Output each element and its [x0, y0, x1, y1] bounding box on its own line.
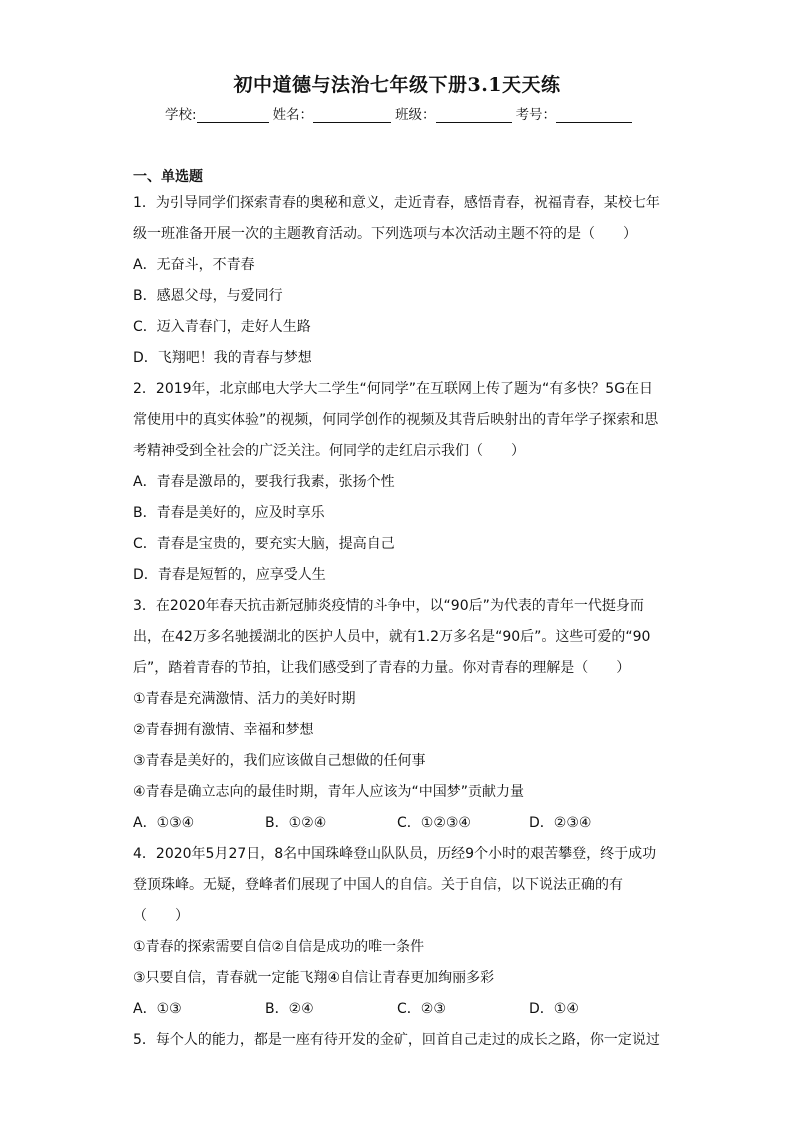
question-text-line: 2．2019年，北京邮电大学大二学生“何同学”在互联网上传了题为“有多快？5G在日 — [133, 381, 654, 397]
page-title: 初中道德与法治七年级下册3.1天天练 — [233, 74, 561, 96]
exam-number-label: 考号： — [515, 107, 557, 123]
question-text-line: 考精神受到全社会的广泛关注。何同学的走红启示我们（ ） — [133, 443, 525, 459]
question-text-line: 5．每个人的能力，都是一座有待开发的金矿，回首自己走过的成长之路，你一定说过 — [133, 1032, 660, 1048]
option-c[interactable]: C．②③ — [397, 1001, 446, 1017]
question-3 — [133, 591, 661, 839]
school-field — [165, 103, 273, 123]
question-text-line: 4．2020年5月27日，8名中国珠峰登山队队员，历经9个小时的艰苦攀登，终于成功 — [133, 846, 657, 862]
question-text-line: 1．为引导同学们探索青春的奥秘和意义，走近青春，感悟青春，祝福青春，某校七年 — [133, 195, 660, 211]
question-list — [133, 188, 661, 1056]
question-4 — [133, 839, 661, 1025]
statement-3: ③青春是美好的，我们应该做自己想做的任何事 — [133, 753, 426, 769]
question-text-line: 出，在42万多名驰援湖北的医护人员中，就有1.2万多名是“90后”。这些可爱的“90 — [133, 629, 651, 645]
statement-1: ①青春是充满激情、活力的美好时期 — [133, 691, 356, 707]
option-c[interactable]: C．青春是宝贵的，要充实大脑，提高自己 — [133, 536, 395, 552]
section-heading: 一、单选题 — [133, 169, 203, 185]
option-d[interactable]: D．②③④ — [529, 815, 592, 831]
question-2 — [133, 374, 661, 591]
option-a[interactable]: A．无奋斗，不青春 — [133, 257, 255, 273]
student-info-row — [165, 103, 645, 123]
option-b[interactable]: B．感恩父母，与爱同行 — [133, 288, 283, 304]
name-field — [273, 103, 396, 123]
question-text-line: （ ） — [133, 908, 189, 924]
question-text-line: 后”，踏着青春的节拍，让我们感受到了青春的力量。你对青春的理解是（ ） — [133, 660, 631, 676]
options-row — [133, 808, 661, 839]
class-field — [395, 103, 516, 123]
statement-2: ②青春拥有激情、幸福和梦想 — [133, 722, 314, 738]
option-a[interactable]: A．青春是激昂的，要我行我素，张扬个性 — [133, 474, 395, 490]
option-d[interactable]: D．青春是短暂的，应享受人生 — [133, 567, 326, 583]
statement-1: ①青春的探索需要自信②自信是成功的唯一条件 — [133, 939, 425, 955]
class-label: 班级： — [395, 107, 436, 123]
school-label: 学校: — [165, 107, 197, 123]
option-c[interactable]: C．迈入青春门，走好人生路 — [133, 319, 311, 335]
option-b[interactable]: B．青春是美好的，应及时享乐 — [133, 505, 325, 521]
question-text-line: 常使用中的真实体验”的视频，何同学创作的视频及其背后映射出的青年学子探索和思 — [133, 412, 659, 428]
exam-number-blank[interactable] — [556, 108, 632, 123]
question-5 — [133, 1025, 661, 1056]
option-a[interactable]: A．①③④ — [133, 815, 195, 831]
option-d[interactable]: D．①④ — [529, 1001, 579, 1017]
question-text-line: 级一班准备开展一次的主题教育活动。下列选项与本次活动主题不符的是（ ） — [133, 226, 637, 242]
question-text-line: 3．在2020年春天抗击新冠肺炎疫情的斗争中，以“90后”为代表的青年一代挺身而 — [133, 598, 644, 614]
class-blank[interactable] — [436, 108, 512, 123]
option-d[interactable]: D．飞翔吧！我的青春与梦想 — [133, 350, 312, 366]
statement-4: ④青春是确立志向的最佳时期，青年人应该为“中国梦”贡献力量 — [133, 784, 525, 800]
option-a[interactable]: A．①③ — [133, 1001, 182, 1017]
school-blank[interactable] — [197, 108, 269, 123]
name-blank[interactable] — [313, 108, 391, 123]
option-c[interactable]: C．①②③④ — [397, 815, 471, 831]
question-text-line: 登顶珠峰。无疑，登峰者们展现了中国人的自信。关于自信，以下说法正确的有 — [133, 877, 623, 893]
options-row — [133, 994, 661, 1025]
exam-number-field — [516, 103, 637, 123]
option-b[interactable]: B．②④ — [265, 1001, 314, 1017]
question-1 — [133, 188, 661, 374]
name-label: 姓名： — [272, 107, 314, 123]
option-b[interactable]: B．①②④ — [265, 815, 327, 831]
statement-2: ③只要自信，青春就一定能飞翔④自信让青春更加绚丽多彩 — [133, 970, 495, 986]
